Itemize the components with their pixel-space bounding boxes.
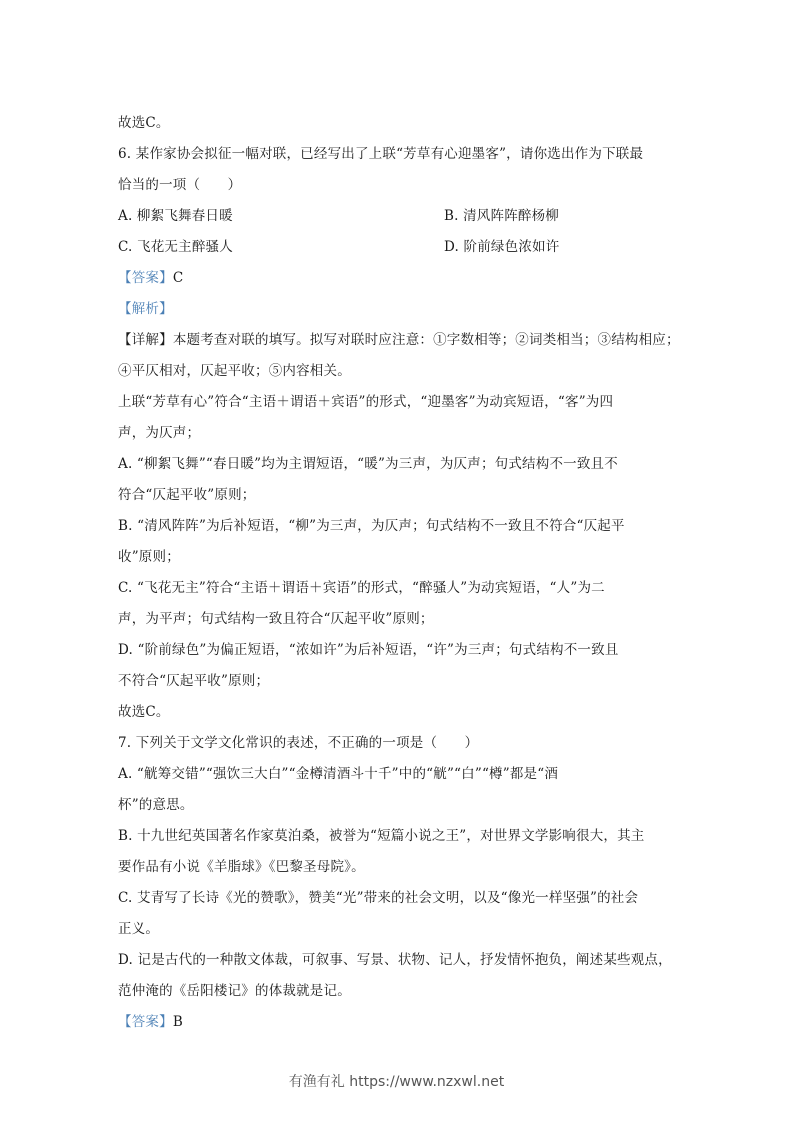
q6-answer [118,269,183,287]
detail-label: 【详解】 [118,332,173,348]
q6-option-c: C. 飞花无主醉骚人 [118,239,233,255]
q6-detail-line-12: 不符合“仄起平收”原则； [118,673,270,689]
q6-detail-line-6: 符合“仄起平收”原则； [118,487,256,503]
q6-detail-line-10: 声，为平声；句式结构一致且符合“仄起平收”原则； [118,611,434,627]
q7-option-line-5: C. 艾青写了长诗《光的赞歌》，赞美“光”带来的社会文明，以及“像光一样坚强”的社会 [118,890,639,906]
q5-conclusion: 故选C。 [118,115,170,131]
q7-option-line-7: D. 记是古代的一种散文体裁，可叙事、写景、状物、记人，抒发情怀抱负，阐述某些观点， [118,952,672,968]
q6-option-b: B. 清风阵阵醉杨柳 [444,208,560,224]
analysis-label: 【解析】 [118,301,173,317]
q6-stem-line-2: 恰当的一项（ ） [118,177,242,193]
q6-detail-line-3: 上联“芳草有心”符合“主语＋谓语＋宾语”的形式，“迎墨客”为动宾短语，“客”为四 [118,394,614,410]
q6-detail-line-9: C. “飞花无主”符合“主语＋谓语＋宾语”的形式，“醉骚人”为动宾短语，“人”为二 [118,580,605,596]
q6-detail-line-4: 声，为仄声； [118,425,201,441]
q6-conclusion: 故选C。 [118,704,170,720]
q7-stem: 7. 下列关于文学文化常识的表述，不正确的一项是（ ） [118,735,479,751]
q6-detail-line-1 [118,331,680,349]
q7-option-line-4: 要作品有小说《羊脂球》《巴黎圣母院》。 [118,859,365,875]
q7-option-line-1: A. “觥筹交错”“强饮三大白”“金樽清酒斗十千”中的“觥”“白”“樽”都是“酒 [118,766,559,782]
answer-value: B [172,1014,183,1030]
q6-option-d: D. 阶前绿色浓如许 [444,239,560,255]
q6-detail-line-11: D. “阶前绿色”为偏正短语，“浓如许”为后补短语，“许”为三声；句式结构不一致且 [118,642,619,658]
q6-detail-line-7: B. “清风阵阵”为后补短语，“柳”为三声，为仄声；句式结构不一致且不符合“仄起平 [118,518,625,534]
q7-answer [118,1013,183,1031]
q7-option-line-3: B. 十九世纪英国著名作家莫泊桑，被誉为“短篇小说之王”，对世界文学影响很大，其主 [118,828,645,844]
q7-option-line-2: 杯”的意思。 [118,797,194,813]
q7-option-line-8: 范仲淹的《岳阳楼记》的体裁就是记。 [118,983,351,999]
footer-watermark: 有渔有礼 https://www.nzxwl.net [288,1074,505,1090]
answer-value: C [172,270,184,286]
q6-analysis-heading [118,300,173,318]
answer-label: 【答案】 [118,1014,173,1030]
answer-label: 【答案】 [118,270,173,286]
q7-option-line-6: 正义。 [118,921,160,937]
detail-text: 本题考查对联的填写。拟写对联时应注意：①字数相等；②词类相当；③结构相应； [172,332,680,348]
q6-option-a: A. 柳絮飞舞春日暖 [118,208,233,224]
q6-detail-line-5: A. “柳絮飞舞”“春日暖”均为主谓短语，“暖”为三声，为仄声；句式结构不一致且不 [118,456,618,472]
q6-stem-line-1: 6. 某作家协会拟征一幅对联，已经写出了上联“芳草有心迎墨客”，请你选出作为下联最 [118,146,644,162]
q6-detail-line-2: ④平仄相对，仄起平收；⑤内容相关。 [118,363,351,379]
q6-detail-line-8: 收”原则； [118,549,180,565]
